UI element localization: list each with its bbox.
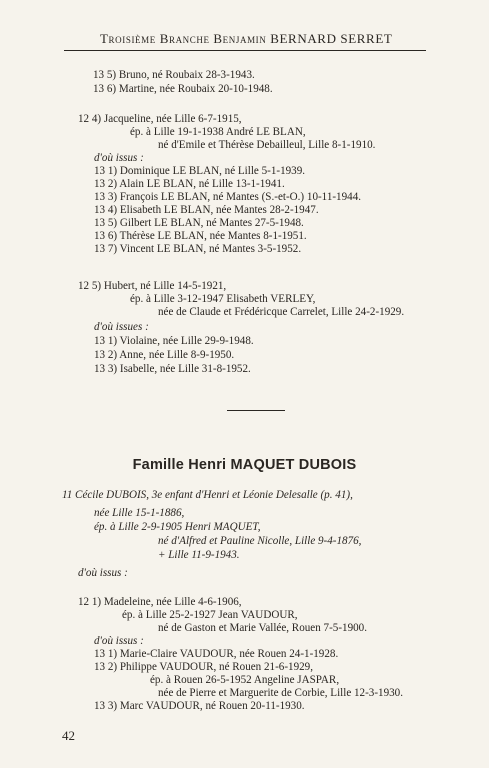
entry-line: ép. à Lille 25-2-1927 Jean VAUDOUR, — [122, 609, 298, 621]
family-title: Famille Henri MAQUET DUBOIS — [132, 457, 357, 473]
entry-line: 11 Cécile DUBOIS, 3e enfant d'Henri et Léonie Delesalle (p. 41), — [62, 489, 353, 501]
entry-line: née de Pierre et Marguerite de Corbie, Lille 12-3-1930. — [158, 687, 404, 699]
page-number: 42 — [62, 728, 75, 743]
entry-line: + Lille 11-9-1943. — [158, 549, 240, 561]
entry-line: 13 3) Marc VAUDOUR, né Rouen 20-11-1930. — [94, 700, 305, 712]
entry-line: 13 3) François LE BLAN, né Mantes (S.-et-O.) 10-11-1944. — [94, 191, 362, 203]
entry-line: 13 2) Philippe VAUDOUR, né Rouen 21-6-1929, — [94, 661, 313, 673]
entry-line: ép. à Lille 19-1-1938 André LE BLAN, — [130, 126, 306, 138]
entry-line: 12 4) Jacqueline, née Lille 6-7-1915, — [78, 113, 242, 125]
entry-line: d'où issus : — [78, 567, 128, 579]
entry-line: ép. à Rouen 26-5-1952 Angeline JASPAR, — [150, 674, 340, 686]
entry-line: 13 6) Martine, née Roubaix 20-10-1948. — [93, 83, 273, 95]
entry-line: 12 5) Hubert, né Lille 14-5-1921, — [78, 280, 227, 292]
section-separator — [227, 410, 285, 411]
entry-line: ép. à Lille 2-9-1905 Henri MAQUET, — [94, 521, 261, 533]
entry-line: né d'Emile et Thérèse Debailleul, Lille 8-1-1910. — [158, 139, 376, 151]
entry-line: 13 2) Anne, née Lille 8-9-1950. — [94, 349, 235, 361]
entry-line: 13 6) Thérèse LE BLAN, née Mantes 8-1-1951. — [94, 230, 307, 242]
entry-line: 13 1) Violaine, née Lille 29-9-1948. — [94, 335, 254, 347]
entry-line: 13 4) Elisabeth LE BLAN, née Mantes 28-2-1947. — [94, 204, 319, 216]
entry-line: d'où issus : — [94, 152, 144, 164]
entry-line: 13 1) Marie-Claire VAUDOUR, née Rouen 24-1-1928. — [94, 648, 339, 660]
header-family: BERNARD SERRET — [270, 31, 393, 46]
entry-line: 13 5) Bruno, né Roubaix 28-3-1943. — [93, 69, 255, 81]
entry-line: 13 5) Gilbert LE BLAN, né Mantes 27-5-1948. — [94, 217, 304, 229]
entry-line: né de Gaston et Marie Vallée, Rouen 7-5-1900. — [158, 622, 367, 634]
entry-line: 13 7) Vincent LE BLAN, né Mantes 3-5-1952. — [94, 243, 302, 255]
entry-line: née de Claude et Frédéricque Carrelet, Lille 24-2-1929. — [158, 306, 405, 318]
running-header — [100, 31, 392, 47]
entry-line: d'où issus : — [94, 635, 144, 647]
entry-line: 13 2) Alain LE BLAN, né Lille 13-1-1941. — [94, 178, 285, 190]
entry-line: née Lille 15-1-1886, — [94, 507, 185, 519]
entry-line: ép. à Lille 3-12-1947 Elisabeth VERLEY, — [130, 293, 316, 305]
entry-line: né d'Alfred et Pauline Nicolle, Lille 9-4-1876, — [158, 535, 362, 547]
entry-line: 13 1) Dominique LE BLAN, né Lille 5-1-1939. — [94, 165, 306, 177]
header-rule — [64, 50, 426, 51]
entry-line: 13 3) Isabelle, née Lille 31-8-1952. — [94, 363, 251, 375]
entry-line: d'où issues : — [94, 321, 149, 333]
entry-line: 12 1) Madeleine, née Lille 4-6-1906, — [78, 596, 242, 608]
header-branch: Troisième Branche Benjamin — [100, 31, 267, 46]
